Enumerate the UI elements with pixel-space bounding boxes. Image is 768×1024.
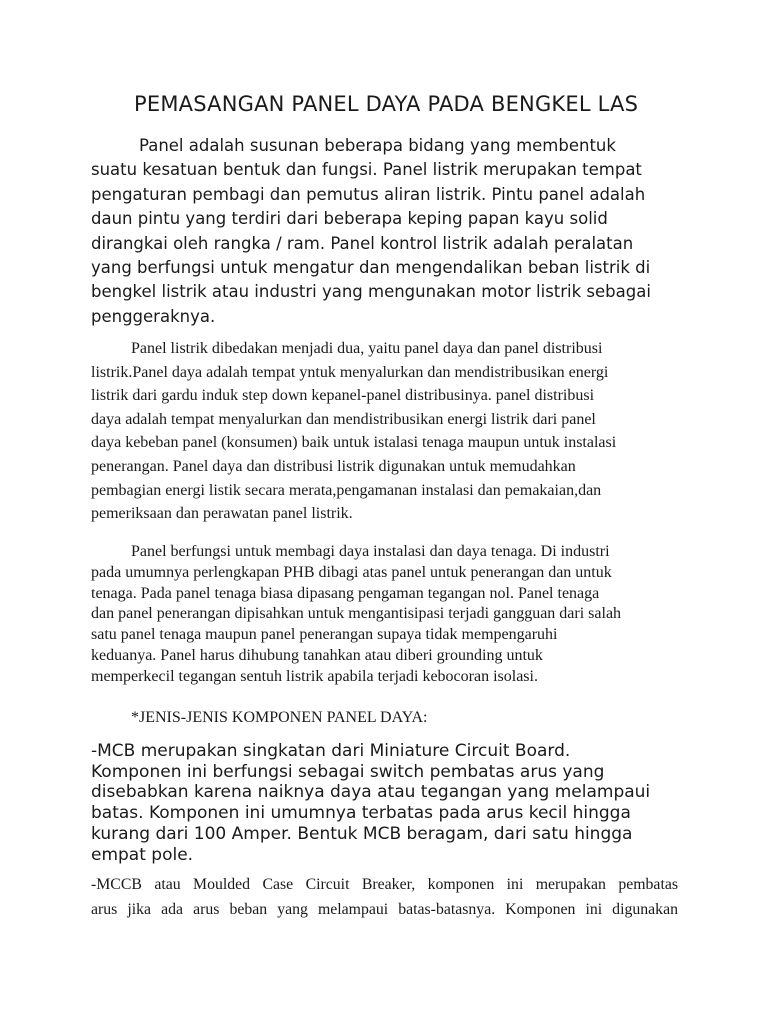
paragraph-panel-types xyxy=(91,337,616,526)
paragraph-line: Panel adalah susunan beberapa bidang yang membentuk xyxy=(139,136,616,155)
paragraph-panel-definition xyxy=(91,134,651,329)
paragraph-line: pengaturan pembagi dan pemutus aliran listrik. Pintu panel adalah xyxy=(91,184,646,204)
paragraph-line: suatu kesatuan bentuk dan fungsi. Panel listrik merupakan tempat xyxy=(91,160,642,180)
paragraph-line: listrik dari gardu induk step down kepanel-panel distribusinya. panel distribusi xyxy=(91,387,595,405)
paragraph-line: penerangan. Panel daya dan distribusi listrik digunakan untuk memudahkan xyxy=(91,457,576,475)
paragraph-panel-function xyxy=(91,542,621,688)
paragraph-line: pemeriksaan dan perawatan panel listrik. xyxy=(91,505,353,523)
paragraph-line: kurang dari 100 Amper. Bentuk MCB beragam, dari satu hingga xyxy=(91,823,633,844)
paragraph-line: pada umumnya perlengkapan PHB dibagi atas panel untuk penerangan dan untuk xyxy=(91,563,612,581)
paragraph-line: disebabkan karena naiknya daya atau tegangan yang melampaui xyxy=(91,782,651,803)
paragraph-line: -MCB merupakan singkatan dari Miniature Circuit Board. xyxy=(91,741,571,761)
paragraph-line: dan panel penerangan dipisahkan untuk mengantisipasi terjadi gangguan dari salah xyxy=(91,605,622,623)
paragraph-line: keduanya. Panel harus dihubung tanahkan atau diberi grounding untuk xyxy=(91,646,543,664)
paragraph-mcb xyxy=(91,741,650,865)
paragraph-line: -MCCB atau Moulded Case Circuit Breaker, komponen ini merupakan pembatas xyxy=(91,876,678,893)
paragraph-line: memperkecil tegangan sentuh listrik apabila terjadi kebocoran isolasi. xyxy=(91,667,538,685)
paragraph-line: penggeraknya. xyxy=(91,306,216,326)
paragraph-line: daun pintu yang terdiri dari beberapa keping papan kayu solid xyxy=(91,209,608,229)
paragraph-line: empat pole. xyxy=(91,844,194,865)
paragraph-line: Panel berfungsi untuk membagi daya instalasi dan daya tenaga. Di industri xyxy=(131,543,610,560)
paragraph-line: bengkel listrik atau industri yang mengunakan motor listrik sebagai xyxy=(91,282,651,302)
document-title: PEMASANGAN PANEL DAYA PADA BENGKEL LAS xyxy=(134,92,639,116)
section-heading-component-types: *JENIS-JENIS KOMPONEN PANEL DAYA: xyxy=(131,709,428,726)
paragraph-line: arus jika ada arus beban yang melampaui batas-batasnya. Komponen ini digunakan xyxy=(91,901,678,918)
paragraph-line: batas. Komponen ini umumnya terbatas pada arus kecil hingga xyxy=(91,803,631,824)
paragraph-line: Komponen ini berfungsi sebagai switch pembatas arus yang xyxy=(91,761,605,782)
paragraph-line: tenaga. Pada panel tenaga biasa dipasang pengaman tegangan nol. Panel tenaga xyxy=(91,584,600,602)
paragraph-line: daya kebeban panel (konsumen) baik untuk istalasi tenaga maupun untuk instalasi xyxy=(91,434,617,452)
paragraph-line: dirangkai oleh rangka / ram. Panel kontrol listrik adalah peralatan xyxy=(91,233,634,253)
paragraph-line: listrik.Panel daya adalah tempat yntuk menyalurkan dan mendistribusikan energi xyxy=(91,363,609,381)
paragraph-mccb xyxy=(91,872,678,922)
paragraph-line: pembagian energi listik secara merata,pengamanan instalasi dan pemakaian,dan xyxy=(91,481,602,499)
paragraph-line: daya adalah tempat menyalurkan dan mendistribusikan energi listrik dari panel xyxy=(91,410,596,428)
paragraph-line: Panel listrik dibedakan menjadi dua, yaitu panel daya dan panel distribusi xyxy=(131,340,603,357)
paragraph-line: yang berfungsi untuk mengatur dan mengendalikan beban listrik di xyxy=(91,258,651,278)
paragraph-line: satu panel tenaga maupun panel penerangan supaya tidak mempengaruhi xyxy=(91,626,558,644)
